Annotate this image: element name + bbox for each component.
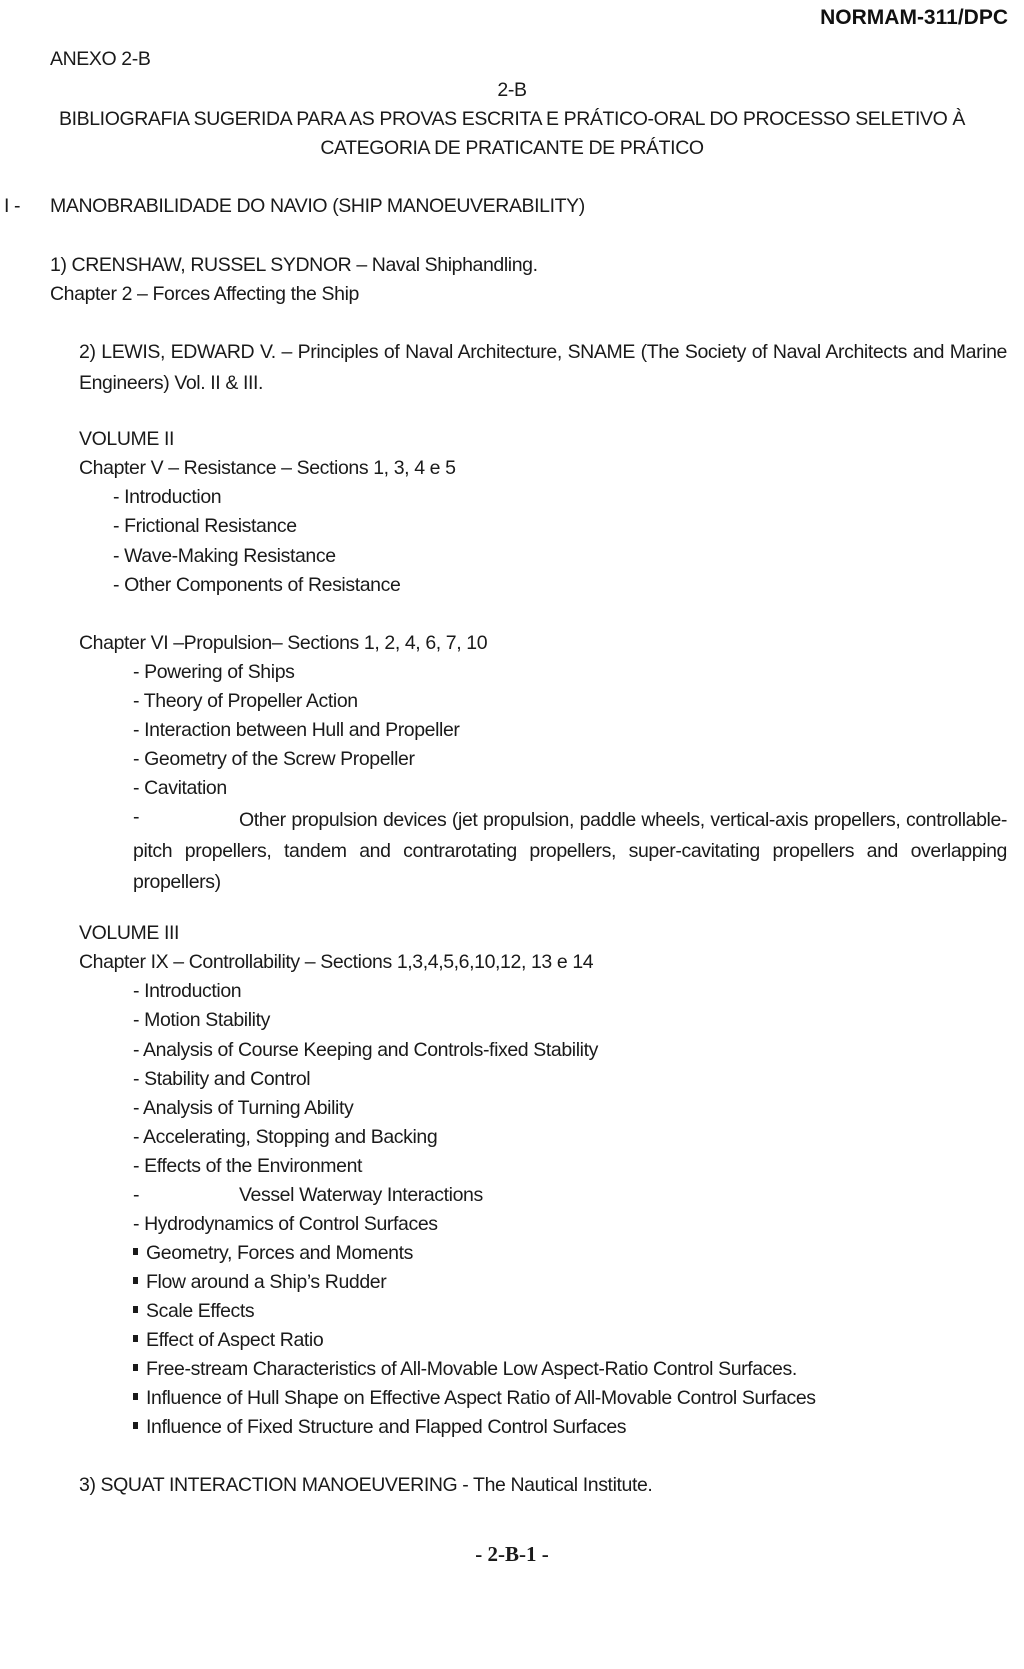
subitem-text: Scale Effects — [146, 1300, 255, 1322]
reference-2: 2) LEWIS, EDWARD V. – Principles of Naval Architecture, SNAME (The Society of Naval Architects and Marine Engineers) Vol. II & III. — [79, 341, 1007, 394]
page-title-line2: CATEGORIA DE PRATICANTE DE PRÁTICO — [320, 137, 704, 159]
chapter-6-item: - Cavitation — [133, 777, 227, 799]
square-bullet-icon — [133, 1393, 138, 1400]
page-number: - 2-B-1 - — [475, 1542, 549, 1566]
chapter-9-item: - Motion Stability — [133, 1009, 270, 1031]
subitem-text: Influence of Fixed Structure and Flapped Control Surfaces — [146, 1416, 627, 1438]
chapter-9-item: - Analysis of Course Keeping and Controls-fixed Stability — [133, 1039, 598, 1061]
chapter-9-item: - Accelerating, Stopping and Backing — [133, 1126, 438, 1148]
chapter-6-other-dash: - — [133, 806, 140, 828]
subitem-text: Free-stream Characteristics of All-Movable Low Aspect-Ratio Control Surfaces. — [146, 1358, 797, 1380]
subitem — [133, 1271, 386, 1294]
subitem — [133, 1358, 797, 1381]
subitem-text: Flow around a Ship’s Rudder — [146, 1271, 387, 1293]
hydrodynamics-heading: - Hydrodynamics of Control Surfaces — [133, 1213, 438, 1235]
chapter-9-item: - Analysis of Turning Ability — [133, 1097, 354, 1119]
chapter-6-item: - Powering of Ships — [133, 661, 295, 683]
square-bullet-icon — [133, 1364, 138, 1371]
chapter-5-title: Chapter V – Resistance – Sections 1, 3, 4 e 5 — [79, 457, 456, 479]
chapter-5-item: - Other Components of Resistance — [113, 574, 401, 596]
square-bullet-icon — [133, 1335, 138, 1342]
chapter-9-title: Chapter IX – Controllability – Sections 1,3,4,5,6,10,12, 13 e 14 — [79, 951, 594, 973]
volume-3-label: VOLUME III — [79, 922, 180, 944]
chapter-6-title: Chapter VI –Propulsion– Sections 1, 2, 4, 6, 7, 10 — [79, 632, 488, 654]
vessel-waterway-dash: - — [133, 1184, 140, 1206]
reference-3: 3) SQUAT INTERACTION MANOEUVERING - The Nautical Institute. — [79, 1474, 653, 1496]
subitem-text: Effect of Aspect Ratio — [146, 1329, 324, 1351]
document-code: NORMAM-311/DPC — [820, 6, 1008, 29]
annex-label: ANEXO 2-B — [50, 48, 151, 70]
chapter-5-item: - Frictional Resistance — [113, 515, 297, 537]
subitem — [133, 1416, 626, 1439]
square-bullet-icon — [133, 1306, 138, 1313]
chapter-6-item: - Interaction between Hull and Propeller — [133, 719, 460, 741]
chapter-5-item: - Wave-Making Resistance — [113, 545, 336, 567]
reference-1-title: 1) CRENSHAW, RUSSEL SYDNOR – Naval Shiphandling. — [50, 254, 538, 276]
chapter-6-item: - Geometry of the Screw Propeller — [133, 748, 415, 770]
page-title-line1: BIBLIOGRAFIA SUGERIDA PARA AS PROVAS ESCRITA E PRÁTICO-ORAL DO PROCESSO SELETIVO À — [59, 108, 965, 130]
chapter-9-item: - Effects of the Environment — [133, 1155, 363, 1177]
subitem-text: Influence of Hull Shape on Effective Aspect Ratio of All-Movable Control Surfaces — [146, 1387, 816, 1409]
section-heading: MANOBRABILIDADE DO NAVIO (SHIP MANOEUVERABILITY) — [50, 195, 585, 217]
chapter-6-other-devices: Other propulsion devices (jet propulsion, paddle wheels, vertical-axis propellers, controllable-pitch propellers, tandem and contrarotating propellers, super-cavitating propellers and overlapping propellers) — [133, 809, 1007, 893]
section-code: 2-B — [497, 79, 527, 101]
subitem-text: Geometry, Forces and Moments — [146, 1242, 413, 1264]
square-bullet-icon — [133, 1248, 138, 1255]
reference-1-chapter: Chapter 2 – Forces Affecting the Ship — [50, 283, 359, 305]
chapter-9-item: - Stability and Control — [133, 1068, 311, 1090]
subitem — [133, 1329, 323, 1352]
square-bullet-icon — [133, 1422, 138, 1429]
chapter-9-item: - Introduction — [133, 980, 242, 1002]
chapter-5-item: - Introduction — [113, 486, 222, 508]
square-bullet-icon — [133, 1277, 138, 1284]
subitem — [133, 1242, 413, 1265]
section-number: I - — [4, 195, 21, 217]
volume-2-label: VOLUME II — [79, 428, 175, 450]
vessel-waterway-interactions: Vessel Waterway Interactions — [239, 1184, 483, 1206]
subitem — [133, 1300, 254, 1323]
chapter-6-item: - Theory of Propeller Action — [133, 690, 358, 712]
subitem — [133, 1387, 816, 1410]
